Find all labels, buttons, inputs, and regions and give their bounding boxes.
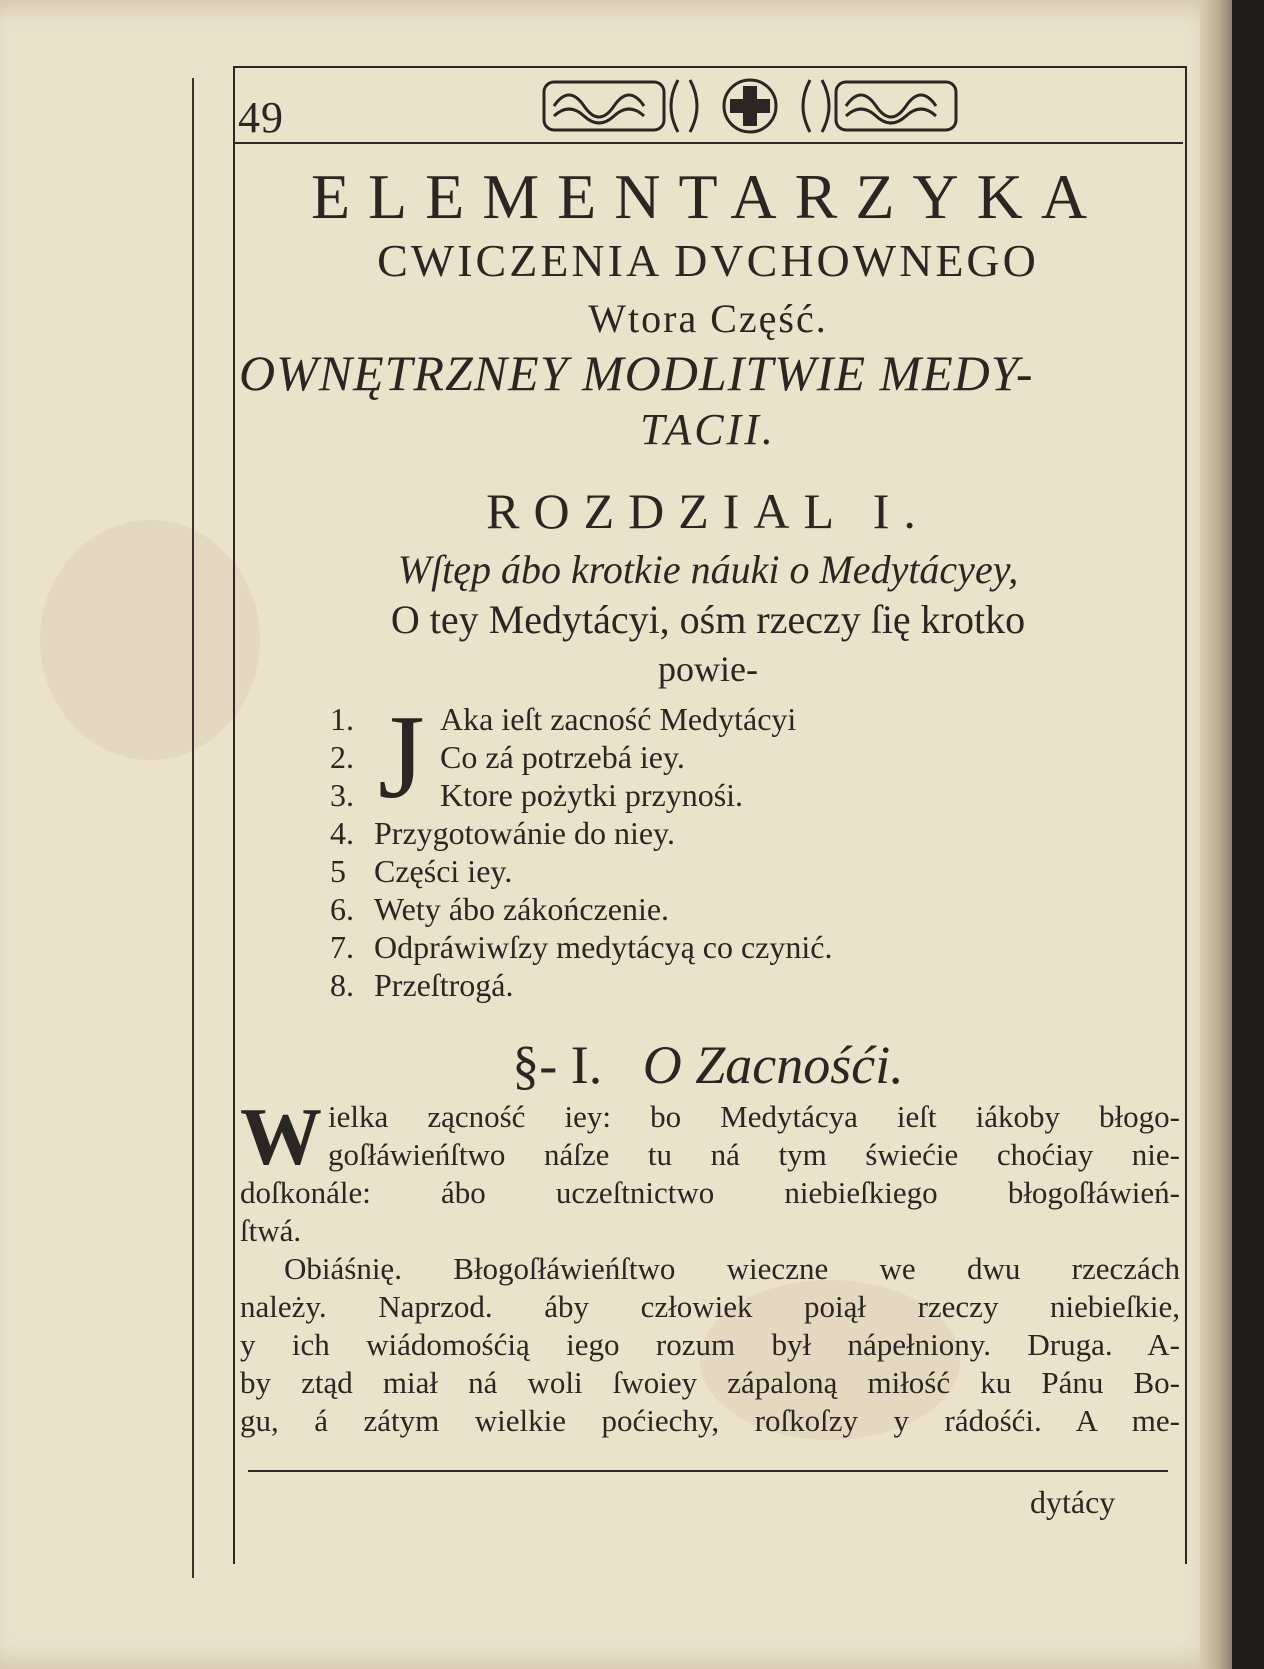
list-item	[330, 890, 832, 928]
text-line: Obiáśnię. Błogoſłáwieńſtwo wieczne we dwu rzeczách	[284, 1251, 1180, 1286]
list-item	[330, 966, 832, 1004]
list-item-text: Przygotowánie do niey.	[374, 815, 675, 851]
footer-rule	[248, 1470, 1168, 1472]
part-label: Wtora Część.	[588, 296, 828, 341]
list-item-text: Przeſtrogá.	[374, 967, 514, 1003]
text-line: gu, á zátym wielkie poćiechy, roſkoſzy y rádośći. A me-	[240, 1403, 1180, 1438]
text-line: doſkonále: ábo uczeſtnictwo niebieſkiego błogoſłáwień-	[240, 1175, 1180, 1210]
list-item	[330, 776, 832, 814]
list-item-number: 3.	[330, 777, 354, 813]
section-mark: §- I.	[512, 1035, 603, 1095]
intro-line3: powie-	[658, 649, 758, 689]
text-line: y ich wiádomośćią iego rozum był nápełniony. Druga. A-	[240, 1327, 1180, 1362]
list-item-text: Wety ábo zákończenie.	[374, 891, 670, 927]
list-item-text: Części iey.	[374, 853, 513, 889]
paragraph-1	[240, 1091, 1180, 1250]
intro-line2: O tey Medytácyi, ośm rzeczy ſię krotko	[390, 597, 1026, 642]
list-item-number: 2.	[330, 739, 354, 775]
paragraph-2	[240, 1250, 1180, 1440]
heading-italic-line1: OWNĘTRZNEY MODLITWIE MEDY-	[239, 345, 1034, 401]
section-heading	[233, 1034, 1183, 1096]
text-line: goſłáwieńſtwo náſze tu ná tym świećie choćiay nie-	[328, 1137, 1180, 1172]
section-title: O Zacnośći.	[642, 1035, 904, 1095]
page-gutter	[1200, 0, 1232, 1669]
list-item	[330, 814, 832, 852]
heading-italic-line2: TACII.	[640, 405, 776, 454]
header-ornament-icon	[540, 72, 960, 140]
list-item-number: 6.	[330, 891, 354, 927]
list-item-text: Odpráwiwſzy medytácyą co czynić.	[374, 929, 833, 965]
list-item	[330, 738, 832, 776]
text-line: ielka zącność iey: bo Medytácya ieſt iákoby błogo-	[328, 1099, 1180, 1134]
drop-initial-w: W	[240, 1091, 322, 1182]
drop-initial-j: J	[378, 690, 425, 823]
list-item-text: Co zá potrzebá iey.	[440, 739, 685, 775]
background-strip	[1232, 0, 1264, 1669]
text-line: by ztąd miał ná woli ſwoiey zápaloną miłość ku Pánu Bo-	[240, 1365, 1180, 1400]
list-item-number: 1.	[330, 701, 354, 737]
text-line: ſtwá.	[240, 1213, 302, 1248]
contents-list	[330, 690, 833, 1004]
title-sub: CWICZENIA DVCHOWNEGO	[377, 235, 1039, 286]
chapter-heading: ROZDZIAL I.	[486, 483, 930, 539]
list-item-number: 7.	[330, 929, 354, 965]
list-item-text: Ktore pożytki przynośi.	[440, 777, 744, 813]
list-item-number: 5	[330, 853, 346, 889]
page-number: 49	[238, 93, 284, 142]
text-line: należy. Naprzod. áby człowiek poiął rzeczy niebieſkie,	[240, 1289, 1180, 1324]
list-item	[330, 852, 832, 890]
list-item	[330, 928, 832, 966]
title-main: ELEMENTARZYKA	[310, 161, 1106, 232]
intro-italic: Wſtęp ábo krotkie náuki o Medytácyey,	[397, 547, 1019, 592]
list-item-number: 8.	[330, 967, 354, 1003]
catchword: dytácy	[1030, 1484, 1116, 1520]
list-item-number: 4.	[330, 815, 354, 851]
list-item	[330, 700, 832, 738]
list-item-text: Aka ieſt zacność Medytácyi	[440, 701, 797, 737]
header-rule	[233, 142, 1183, 144]
